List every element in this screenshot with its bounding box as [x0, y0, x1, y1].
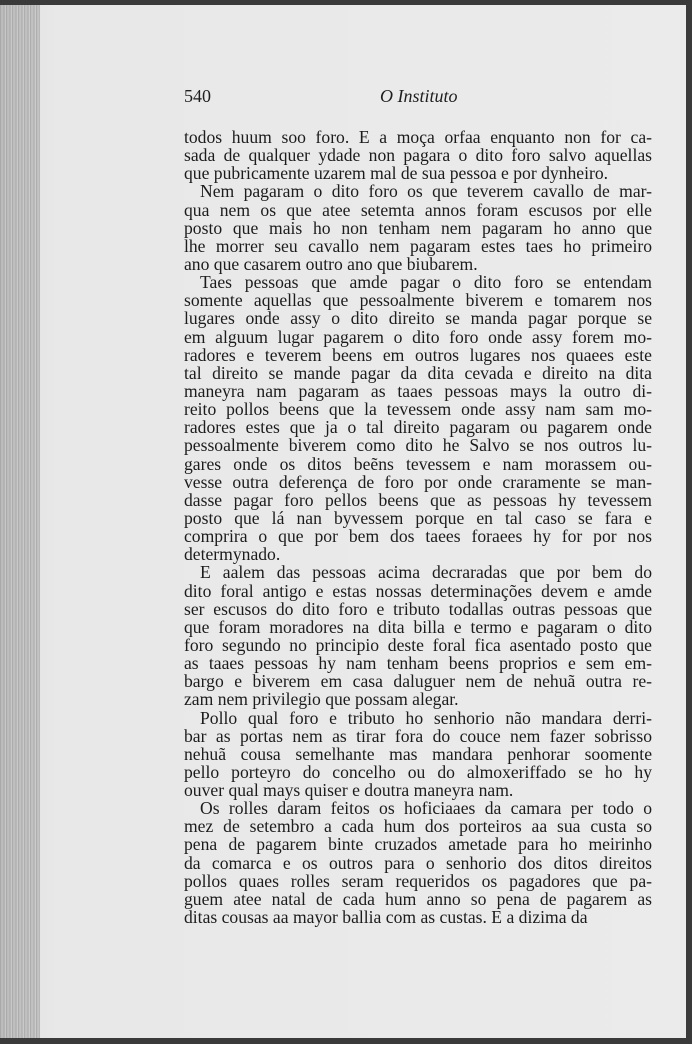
text-line: da comarca e os outros para o senhorio dos ditos direitos — [184, 852, 652, 873]
text-line: ditas cousas aa mayor ballia com as custas. E a dizima da — [184, 907, 588, 928]
page-number: 540 — [184, 86, 211, 106]
paragraph — [184, 273, 652, 563]
text-line: pello porteyro do concelho ou do almoxeriffado se ho hy — [184, 761, 652, 782]
text-line: pollos quaes rolles seram requeridos os pagadores que pa- — [184, 870, 652, 891]
text-line: dito foral antigo e estas nossas determinações devem e amde — [184, 580, 652, 601]
text-line: vesse outra deferença de foro por onde craramente se man- — [184, 471, 652, 492]
text-line: bargo e biverem em casa daluguer nem de nehuã outra re- — [184, 671, 652, 692]
text-line: determynado. — [184, 544, 281, 565]
text-line: foro segundo no principio deste foral fica asentado posto que — [184, 634, 652, 655]
text-line: E aalem das pessoas acima decraradas que por bem do — [200, 562, 652, 583]
text-line: somente aquellas que pessoalmente biverem e tomarem nos — [184, 290, 652, 311]
text-line: ouver qual mays quiser e doutra maneyra nam. — [184, 780, 514, 801]
text-line: comprira o que por bem dos taees foraees hy for por nos — [184, 526, 652, 547]
text-line: que pubricamente uzarem mal de sua pessoa e por dynheiro. — [184, 163, 609, 184]
text-line: radores e teverem beens em outros lugares nos quaees este — [184, 344, 652, 365]
text-line: Pollo qual foro e tributo ho senhorio não mandara derri- — [200, 707, 652, 728]
book-spine — [0, 0, 40, 1044]
text-line: guem atee natal de cada hum anno so pena de pagarem as — [184, 888, 652, 909]
paragraph — [184, 128, 652, 182]
text-line: dasse pagar foro pellos beens que as pessoas hy tevessem — [184, 489, 652, 510]
text-line: posto que mais ho non tenham nem pagaram ho anno que — [184, 217, 652, 238]
text-line: bar as portas nem as tirar fora do couce nem fazer sobrisso — [184, 725, 652, 746]
text-line: qua nem os que atee setemta annos foram escusos por elle — [184, 199, 652, 220]
text-line: reito pollos beens que la tevessem onde assy nam sam mo- — [184, 399, 652, 420]
text-line: Os rolles daram feitos os hoficiaaes da camara per todo o — [200, 798, 652, 819]
text-line: lugares onde assy o dito direito se manda pagar porque se — [184, 308, 652, 329]
text-line: em alguum lugar pagarem o dito foro onde assy forem mo- — [184, 326, 652, 347]
text-line: zam nem privilegio que possam alegar. — [184, 689, 459, 710]
page-header — [184, 86, 652, 114]
text-line: nehuã cousa semelhante mas mandara penhorar soomente — [184, 743, 652, 764]
text-line: ser escusos do dito foro e tributo todallas outras pessoas que — [184, 598, 652, 619]
text-line: radores estes que ja o tal direito pagaram ou pagarem onde — [184, 417, 652, 438]
text-line: tal direito se mande pagar da dita cevada e direito na dita — [184, 362, 652, 383]
text-line: sada de qualquer ydade non pagara o dito foro salvo aquellas — [184, 145, 652, 166]
paragraph — [184, 563, 652, 708]
text-line: maneyra nam pagaram as taaes pessoas mays la outro di- — [184, 380, 652, 401]
text-line: todos huum soo foro. E a moça orfaa enquanto non for ca- — [184, 127, 652, 147]
text-line: pessoalmente biverem como dito he Salvo se nos outros lu- — [184, 435, 652, 456]
text-line: Taes pessoas que amde pagar o dito foro se entendam — [200, 272, 652, 293]
text-line: posto que lá nan byvessem porque en tal caso se fara e — [184, 507, 652, 528]
scan-right-edge — [686, 0, 692, 1044]
text-line: pena de pagarem binte cruzados ametade para ho meirinho — [184, 834, 652, 855]
scan-top-edge — [0, 0, 692, 5]
text-line: ano que casarem outro ano que biubarem. — [184, 253, 478, 274]
running-title: O Instituto — [380, 86, 458, 106]
scan-bottom-edge — [0, 1038, 692, 1044]
text-line: mez de setembro a cada hum dos porteiros aa sua custa so — [184, 816, 652, 837]
text-line: gares onde os ditos beẽns tevessem e nam morassem ou- — [184, 453, 652, 474]
body-text — [184, 128, 652, 926]
paragraph — [184, 182, 652, 273]
paragraph — [184, 799, 652, 926]
text-line: Nem pagaram o dito foro os que teverem cavallo de mar- — [200, 181, 652, 202]
paragraph — [184, 709, 652, 800]
text-line: que foram moradores na dita billa e termo e pagaram o dito — [184, 616, 652, 637]
text-line: as taaes pessoas hy nam tenham beens proprios e sem em- — [184, 653, 652, 674]
text-line: lhe morrer seu cavallo nem pagaram estes taes ho primeiro — [184, 235, 652, 256]
